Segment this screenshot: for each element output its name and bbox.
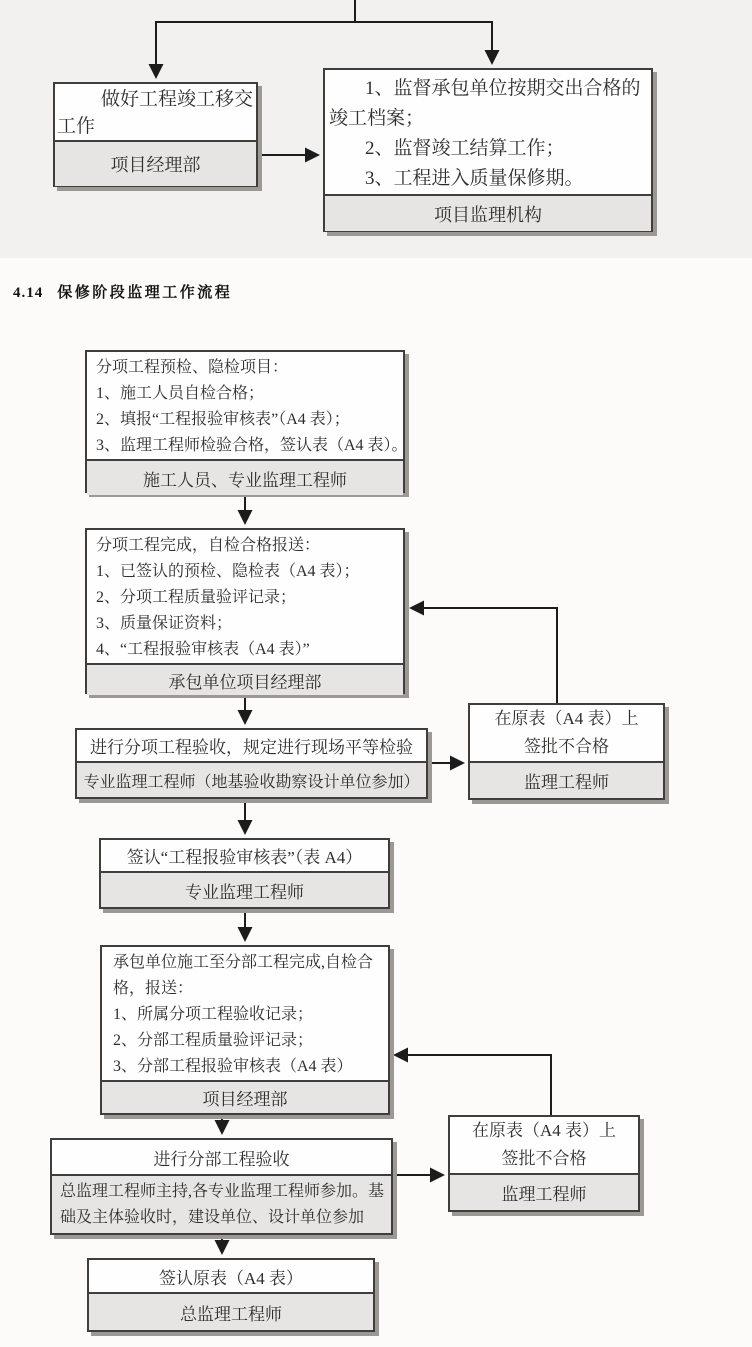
box-completion-handover-body (55, 84, 256, 140)
box-division-complete-submit (100, 945, 390, 1115)
complete-line: 3、质量保证资料； (96, 615, 233, 632)
box-reject-division (448, 1115, 640, 1212)
loop-reject1-to-complete (412, 608, 557, 703)
box-division-complete-footer: 项目经理部 (102, 1080, 388, 1113)
box-supervision-org-tasks (323, 68, 653, 232)
division-line: 1、所属分项工程验收记录； (113, 1006, 314, 1023)
reject-line: 签批不合格 (501, 1149, 587, 1168)
box-sign-original-footer: 总监理工程师 (89, 1292, 373, 1330)
box-sign-original-form (87, 1258, 375, 1332)
box-subitem-precheck-body (87, 352, 408, 459)
box-reject-division-footer: 监理工程师 (450, 1173, 638, 1210)
box-subitem-precheck (85, 350, 408, 493)
box-supervision-org-footer: 项目监理机构 (325, 194, 651, 231)
box-division-acceptance (50, 1138, 393, 1235)
box-subitem-acceptance-footer: 专业监理工程师（地基验收勘察设计单位参加） (77, 761, 426, 797)
division-line: 承包单位施工至分部工程完成,自检合格，报送： (113, 954, 374, 997)
complete-line: 1、已签认的预检、隐检表（A4 表）； (96, 563, 360, 580)
box-division-acceptance-body: 进行分部工程验收 (153, 1149, 290, 1169)
reject-line: 在原表（A4 表）上 (494, 709, 639, 728)
box-supervision-org-body (325, 70, 651, 194)
reject-line: 在原表（A4 表）上 (471, 1121, 617, 1140)
section-number: 4.14 (13, 285, 44, 301)
box-reject-subitem (468, 703, 665, 800)
box-subitem-complete-submit (85, 528, 405, 694)
section-title: 保修阶段监理工作流程 (57, 285, 233, 301)
precheck-line: 1、施工人员自检合格； (96, 385, 265, 402)
box-subitem-acceptance-body: 进行分项工程验收，规定进行现场平等检验 (90, 738, 413, 757)
box-division-complete-body (102, 947, 388, 1080)
box-sign-a4-form (99, 838, 390, 909)
box-subitem-complete-body (87, 530, 403, 663)
precheck-line: 3、监理工程师检验合格，签认表（A4 表）。 (96, 437, 408, 454)
box-reject-division-body (450, 1117, 638, 1173)
supervision-task-item: 1、监督承包单位按期交出合格的竣工档案； (329, 78, 641, 129)
box-sign-a4-body: 签认“工程报验审核表”（表 A4） (126, 848, 363, 867)
box-reject-subitem-body (470, 705, 663, 761)
supervision-task-item: 2、监督竣工结算工作； (365, 138, 565, 159)
box-completion-handover (53, 82, 258, 187)
complete-line: 2、分项工程质量验评记录； (96, 589, 297, 606)
reject-line: 签批不合格 (524, 737, 609, 756)
box-sign-a4-footer: 专业监理工程师 (101, 871, 388, 907)
box-subitem-complete-footer: 承包单位项目经理部 (87, 663, 403, 695)
box-sign-original-body: 签认原表（A4 表） (158, 1268, 304, 1288)
supervision-task-item: 3、工程进入质量保修期。 (365, 168, 584, 189)
box-reject-subitem-footer: 监理工程师 (470, 761, 663, 798)
precheck-line: 2、填报“工程报验审核表”（A4 表）； (96, 411, 350, 428)
box-division-acceptance-footer: 总监理工程师主持,各专业监理工程师参加。基础及主体验收时，建设单位、设计单位参加 (52, 1174, 391, 1233)
complete-line: 分项工程完成，自检合格报送： (96, 537, 321, 554)
box-completion-handover-text: 做好工程竣工移交工作 (57, 89, 254, 137)
loop-reject2-to-division (396, 1055, 551, 1115)
division-line: 2、分部工程质量验评记录； (113, 1032, 314, 1049)
precheck-line: 分项工程预检、隐检项目： (96, 359, 289, 376)
box-subitem-acceptance (75, 728, 428, 799)
division-line: 3、分部工程报验审核表（A4 表） (113, 1058, 353, 1075)
box-subitem-precheck-footer: 施工人员、专业监理工程师 (87, 459, 403, 495)
box-completion-handover-footer: 项目经理部 (55, 140, 256, 186)
complete-line: 4、“工程报验审核表（A4 表）” (96, 641, 310, 658)
section-heading (13, 281, 232, 302)
top-branch-line (155, 0, 493, 22)
